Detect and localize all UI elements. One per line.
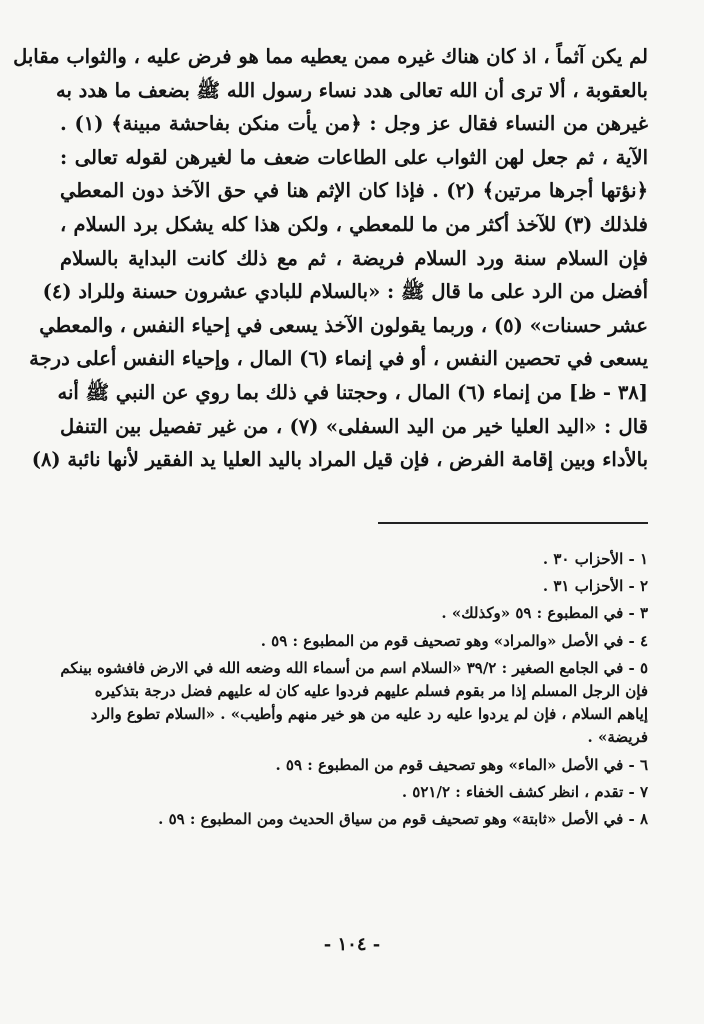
text-line: لم يكن آثماً ، اذ كان هناك غيره ممن يعطيه مما هو فرض عليه ، والثواب مقابل xyxy=(13,45,648,68)
footnote: ٨ - في الأصل «ثابتة» وهو تصحيف قوم من سياق الحديث ومن المطبوع : ٥٩ . xyxy=(158,809,648,828)
text-line: غيرهن من النساء فقال عز وجل : ﴿من يأت منكن بفاحشة مبينة﴾ (١) . xyxy=(60,112,648,136)
text-line: عشر حسنات» (٥) ، وربما يقولون الآخذ يسعى في إحياء النفس ، والمعطي xyxy=(39,313,648,337)
text-line: فإن السلام سنة ورد السلام فريضة ، ثم مع ذلك كانت البداية بالسلام xyxy=(60,246,648,270)
text-line: فلذلك (٣) للآخذ أكثر من ما للمعطي ، ولكن هذا كله يشكل برد السلام ، xyxy=(60,212,649,236)
text-line: [٣٨ - ظ] من إنماء (٦) المال ، وحجتنا في ذلك بما روي عن النبي ﷺ أنه xyxy=(57,380,648,404)
text-line: قال : «اليد العليا خير من اليد السفلى» (٧) ، من غير تفصيل بين التنفل xyxy=(60,414,648,438)
footnote: ٧ - تقدم ، انظر كشف الخفاء : ٥٢١/٢ . xyxy=(401,782,648,801)
footnote: ٣ - في المطبوع : ٥٩ «وكذلك» . xyxy=(441,604,648,623)
footnote-continuation: فريضة» . xyxy=(587,728,648,747)
footnote: ١ - الأحزاب ٣٠ . xyxy=(542,550,648,568)
text-line: بالأداء وبين إقامة الفرض ، فإن قيل المراد باليد العليا يد الفقير لأنها نائبة (٨) xyxy=(31,448,648,472)
text-line: يسعى في تحصين النفس ، أو في إنماء (٦) المال ، وإحياء النفس أعلى درجة xyxy=(29,347,648,371)
text-line: ﴿نؤتها أجرها مرتين﴾ (٢) . فإذا كان الإثم هنا في حق الآخذ دون المعطي xyxy=(60,179,649,203)
footnote-divider xyxy=(378,522,648,524)
footnote: ٥ - في الجامع الصغير : ٣٩/٢ «السلام اسم من أسماء الله وضعه الله في الارض فافشوه بينكم xyxy=(60,658,648,677)
footnote-continuation: إياهم السلام ، فإن لم يردوا عليه رد عليه من هو خير منهم وأطيب» . «السلام تطوع والرد xyxy=(90,705,648,724)
footnote: ٤ - في الأصل «والمراد» وهو تصحيف قوم من المطبوع : ٥٩ . xyxy=(260,631,648,650)
page-number: - ١٠٤ - xyxy=(323,934,381,955)
main-text xyxy=(13,40,649,477)
footnote: ٦ - في الأصل «الماء» وهو تصحيف قوم من المطبوع : ٥٩ . xyxy=(275,755,648,774)
footnote-continuation: فإن الرجل المسلم إذا مر بقوم فسلم عليهم فردوا عليه كان له عليهم فضل درجة بتذكيره xyxy=(94,681,648,700)
text-line: أفضل من الرد على ما قال ﷺ : «بالسلام للبادي عشرون حسنة وللراد (٤) xyxy=(42,280,648,304)
text-line: بالعقوبة ، ألا ترى أن الله تعالى هدد نساء رسول الله ﷺ بضعف ما هدد به xyxy=(56,78,648,102)
footnotes xyxy=(60,548,648,831)
text-line: الآية ، ثم جعل لهن الثواب على الطاعات ضعف ما لغيرهن لقوله تعالى : xyxy=(60,145,648,169)
footnote: ٢ - الأحزاب ٣١ . xyxy=(542,577,648,596)
